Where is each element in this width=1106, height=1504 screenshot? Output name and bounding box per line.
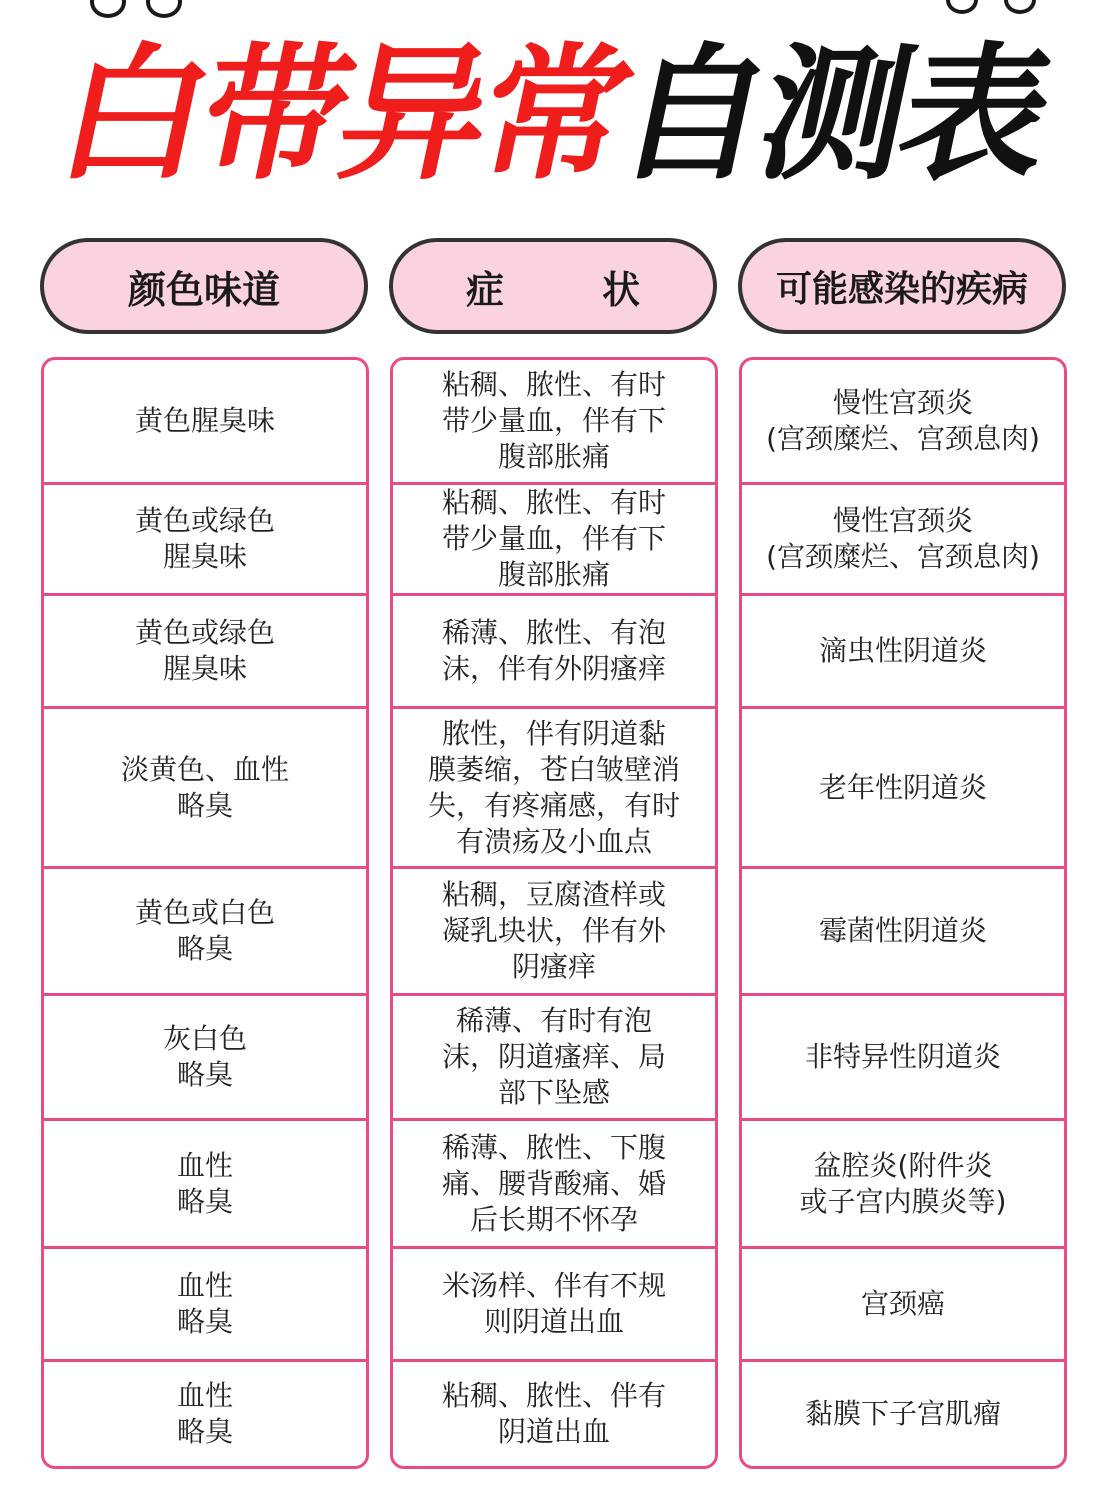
table-cell — [393, 1249, 715, 1362]
column-symptoms — [390, 357, 718, 1469]
cell-text: 慢性宫颈炎 (宫颈糜烂、宫颈息肉) — [766, 504, 1040, 573]
cell-text: 米汤样、伴有不规 则阴道出血 — [441, 1269, 666, 1338]
table-cell — [44, 485, 366, 596]
table-cell — [44, 709, 366, 869]
cell-text: 粘稠、脓性、有时 带少量血，伴有下 腹部胀痛 — [441, 486, 666, 591]
cell-text: 黄色或绿色 腥臭味 — [134, 616, 275, 685]
decorative-circle-icon — [90, 0, 126, 18]
table-cell — [742, 485, 1064, 596]
table-cell — [44, 869, 366, 996]
cell-text: 黄色或绿色 腥臭味 — [134, 504, 275, 573]
cell-text: 粘稠、脓性、伴有 阴道出血 — [441, 1379, 666, 1448]
table-cell — [393, 360, 715, 485]
decorative-circle-icon — [946, 0, 978, 14]
cell-text: 血性 略臭 — [176, 1269, 233, 1338]
table-cell — [44, 1249, 366, 1362]
cell-text: 稀薄、脓性、有泡 沫，伴有外阴瘙痒 — [441, 616, 666, 685]
cell-text: 稀薄、有时有泡 沫，阴道瘙痒、局 部下坠感 — [441, 1004, 666, 1109]
cell-text: 粘稠、脓性、有时 带少量血，伴有下 腹部胀痛 — [441, 368, 666, 473]
cell-text: 霉菌性阴道炎 — [818, 914, 987, 947]
table-cell — [393, 485, 715, 596]
column-disease — [739, 357, 1067, 1469]
decorative-circle-icon — [1004, 0, 1036, 14]
table-cell — [44, 360, 366, 485]
table-cell — [742, 1362, 1064, 1466]
header-color-smell: 颜色味道 — [40, 238, 368, 334]
cell-text: 粘稠，豆腐渣样或 凝乳块状，伴有外 阴瘙痒 — [441, 878, 666, 983]
table-cell — [44, 996, 366, 1121]
cell-text: 黄色或白色 略臭 — [134, 896, 275, 965]
table-cell — [742, 1249, 1064, 1362]
cell-text: 脓性，伴有阴道黏 膜萎缩，苍白皱壁消 失，有疼痛感，有时 有溃疡及小血点 — [427, 716, 680, 858]
cell-text: 血性 略臭 — [176, 1379, 233, 1448]
table-cell — [44, 596, 366, 709]
cell-text: 灰白色 略臭 — [162, 1022, 247, 1091]
cell-text: 血性 略臭 — [176, 1148, 233, 1218]
header-symptoms: 症 状 — [389, 238, 717, 334]
table-cell — [393, 869, 715, 996]
cell-text: 黄色腥臭味 — [134, 404, 275, 437]
cell-text: 非特异性阴道炎 — [804, 1040, 1001, 1073]
cell-text: 滴虫性阴道炎 — [818, 634, 987, 667]
decorative-circle-icon — [146, 0, 182, 18]
title-red-part: 白带异常 — [44, 30, 642, 200]
table-cell — [393, 996, 715, 1121]
page-title — [0, 30, 1106, 200]
cell-text: 老年性阴道炎 — [818, 770, 987, 804]
table-cell — [393, 709, 715, 869]
cell-text: 淡黄色、血性 略臭 — [120, 752, 289, 822]
cell-text: 慢性宫颈炎 (宫颈糜烂、宫颈息肉) — [766, 386, 1040, 455]
table-cell — [742, 709, 1064, 869]
table-cell — [44, 1121, 366, 1249]
table-cell — [742, 869, 1064, 996]
title-black-part: 自测表 — [604, 30, 1062, 200]
table-cell — [742, 1121, 1064, 1249]
header-disease: 可能感染的疾病 — [738, 238, 1066, 334]
table-cell — [44, 1362, 366, 1466]
table-cell — [393, 1362, 715, 1466]
table-cell — [393, 596, 715, 709]
column-color-smell — [41, 357, 369, 1469]
cell-text: 盆腔炎(附件炎 或子宫内膜炎等) — [799, 1148, 1007, 1218]
cell-text: 宫颈癌 — [860, 1287, 945, 1320]
cell-text: 稀薄、脓性、下腹 痛、腰背酸痛、婚 后长期不怀孕 — [441, 1130, 666, 1236]
table-cell — [393, 1121, 715, 1249]
table-cell — [742, 360, 1064, 485]
table-cell — [742, 596, 1064, 709]
table-cell — [742, 996, 1064, 1121]
cell-text: 黏膜下子宫肌瘤 — [804, 1397, 1001, 1430]
